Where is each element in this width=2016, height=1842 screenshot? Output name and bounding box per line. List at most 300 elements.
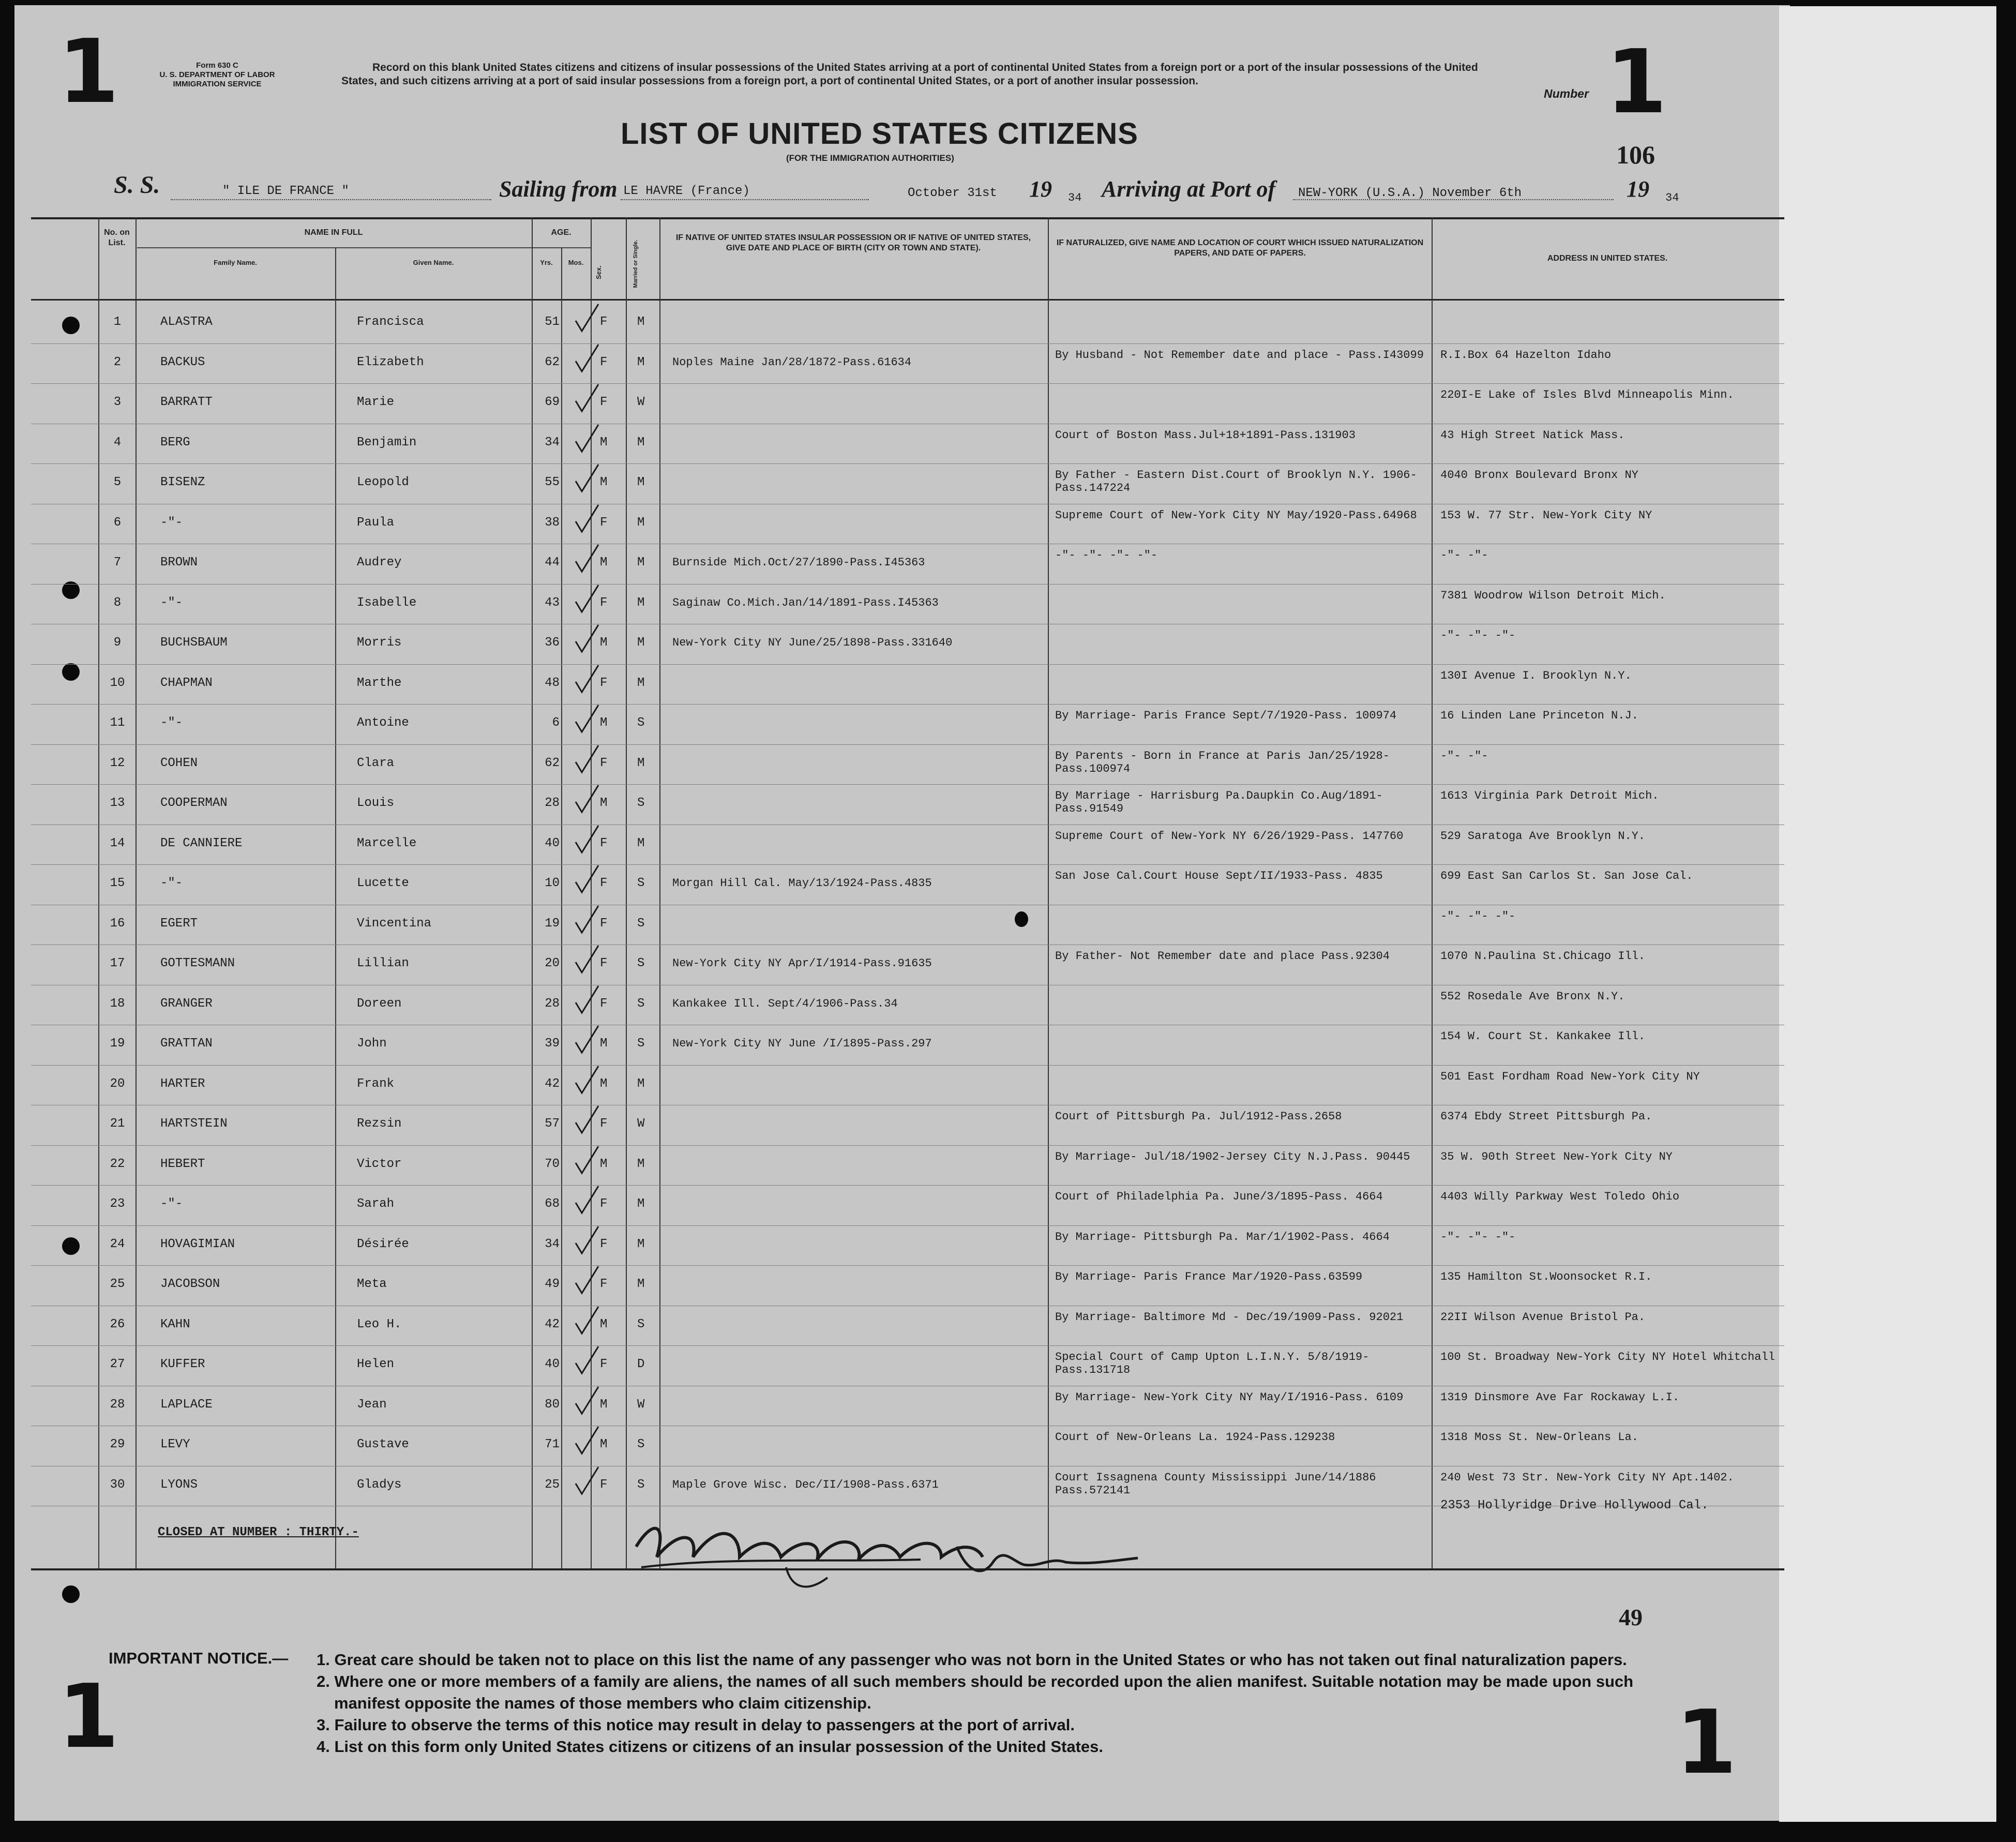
header-address: ADDRESS IN UNITED STATES. (1547, 254, 1668, 263)
table-top-rule (31, 217, 1784, 219)
sex: F (600, 1197, 608, 1211)
sex: M (600, 556, 608, 570)
marital-status: S (637, 997, 645, 1011)
ship-rule (171, 199, 491, 200)
family-name: -"- (160, 716, 183, 730)
header-naturalized: IF NATURALIZED, GIVE NAME AND LOCATION OF COURT WHICH ISSUED NATURALIZATION PAPERS, AND DATE OF PAPERS. (1056, 238, 1424, 258)
check-mark (571, 461, 603, 498)
sex: F (600, 876, 608, 890)
family-name: LEVY (160, 1437, 190, 1451)
page-title: LIST OF UNITED STATES CITIZENS (621, 117, 1138, 151)
naturalization-info: San Jose Cal.Court House Sept/II/1933-Pass. 4835 (1055, 870, 1383, 882)
row-number: 9 (113, 636, 122, 650)
birth-info: Saginaw Co.Mich.Jan/14/1891-Pass.I45363 (672, 596, 939, 609)
family-name: CHAPMAN (160, 676, 213, 690)
sex: F (600, 836, 608, 850)
row-rule (31, 343, 1784, 344)
check-mark (571, 662, 603, 698)
naturalization-info: By Marriage- Paris France Sept/7/1920-Pass. 100974 (1055, 709, 1397, 722)
header-no: No. on List. (104, 228, 130, 247)
sex: F (600, 756, 608, 770)
marital-status: M (637, 636, 645, 650)
address: 529 Saratoga Ave Brooklyn N.Y. (1440, 830, 1646, 843)
row-number: 25 (110, 1277, 125, 1291)
family-name: -"- (160, 516, 183, 530)
form-number: Form 630 C (196, 61, 238, 70)
given-name: Paula (357, 516, 395, 530)
given-name: Audrey (357, 556, 402, 570)
given-name: Vincentina (357, 917, 432, 931)
age-years: 68 (545, 1197, 560, 1211)
row-number: 13 (110, 796, 125, 810)
closing-line: CLOSED AT NUMBER : THIRTY.- (158, 1525, 359, 1539)
marital-status: M (637, 1237, 645, 1251)
age-years: 62 (545, 756, 560, 770)
given-name: Isabelle (357, 596, 417, 610)
family-name: GRATTAN (160, 1037, 213, 1051)
row-rule (31, 1065, 1784, 1066)
marital-status: S (637, 1037, 645, 1051)
given-name: Jean (357, 1398, 387, 1412)
marital-status: D (637, 1357, 645, 1371)
row-number: 18 (110, 997, 125, 1011)
family-name: BROWN (160, 556, 198, 570)
address: 16 Linden Lane Princeton N.J. (1440, 709, 1638, 722)
sex: F (600, 997, 608, 1011)
extra-address: 2353 Hollyridge Drive Hollywood Cal. (1440, 1499, 1709, 1512)
given-name: Victor (357, 1157, 402, 1171)
check-mark (571, 341, 603, 378)
address: 130I Avenue I. Brooklyn N.Y. (1440, 669, 1632, 682)
service-name: IMMIGRATION SERVICE (173, 80, 262, 88)
given-name: Désirée (357, 1237, 409, 1251)
address: -"- -"- (1440, 549, 1488, 562)
address: -"- -"- -"- (1440, 910, 1516, 923)
given-name: John (357, 1037, 387, 1051)
marital-status: S (637, 1437, 645, 1451)
department-name: U. S. DEPARTMENT OF LABOR (159, 70, 275, 79)
row-rule (31, 383, 1784, 384)
marital-status: M (637, 436, 645, 450)
punch-hole (62, 1237, 80, 1255)
family-name: HOVAGIMIAN (160, 1237, 235, 1251)
sex: F (600, 917, 608, 931)
age-years: 19 (545, 917, 560, 931)
col-divider (659, 217, 660, 1568)
row-number: 30 (110, 1478, 125, 1492)
header-yrs: Yrs. (540, 259, 553, 266)
table-header-rule (31, 299, 1784, 301)
age-years: 51 (545, 315, 560, 329)
birth-info: Morgan Hill Cal. May/13/1924-Pass.4835 (672, 877, 932, 890)
col-divider (335, 247, 336, 1568)
given-name: Francisca (357, 315, 424, 329)
marital-status: M (637, 676, 645, 690)
sailing-date: October 31st (908, 186, 997, 200)
naturalization-info: Court of Boston Mass.Jul+18+1891-Pass.131903 (1055, 429, 1356, 442)
sailing-from: LE HAVRE (France) (623, 184, 750, 198)
marital-status: S (637, 956, 645, 970)
row-number: 29 (110, 1437, 125, 1451)
age-years: 42 (545, 1317, 560, 1331)
age-years: 48 (545, 676, 560, 690)
naturalization-info: -"- -"- -"- -"- (1055, 549, 1158, 562)
row-number: 11 (110, 716, 125, 730)
given-name: Lucette (357, 876, 409, 890)
birth-info: Maple Grove Wisc. Dec/II/1908-Pass.6371 (672, 1478, 939, 1491)
age-years: 28 (545, 997, 560, 1011)
check-mark (571, 1424, 603, 1460)
age-years: 39 (545, 1037, 560, 1051)
col-divider (1432, 217, 1433, 1568)
col-divider (561, 247, 562, 1568)
arriving-port: NEW-YORK (U.S.A.) November 6th (1298, 186, 1522, 200)
address: 7381 Woodrow Wilson Detroit Mich. (1440, 589, 1666, 602)
arriving-year: 34 (1665, 191, 1679, 204)
age-years: 71 (545, 1437, 560, 1451)
check-mark (571, 542, 603, 578)
family-name: DE CANNIERE (160, 836, 243, 850)
family-name: COOPERMAN (160, 796, 228, 810)
given-name: Frank (357, 1077, 395, 1091)
sex: F (600, 395, 608, 409)
naturalization-info: Court of New-Orleans La. 1924-Pass.129238 (1055, 1431, 1335, 1444)
corner-number-bottom-left: 1 (58, 1666, 119, 1768)
marital-status: W (637, 1398, 645, 1412)
sex: F (600, 1357, 608, 1371)
naturalization-info: By Parents - Born in France at Paris Jan/25/1928- Pass.100974 (1055, 750, 1390, 775)
punch-hole (62, 663, 80, 681)
naturalization-info: By Father- Not Remember date and place Pass.92304 (1055, 950, 1390, 963)
given-name: Sarah (357, 1197, 395, 1211)
row-number: 27 (110, 1357, 125, 1371)
check-mark (571, 1464, 603, 1500)
age-years: 40 (545, 836, 560, 850)
check-mark (571, 622, 603, 658)
marital-status: M (637, 355, 645, 369)
family-name: LYONS (160, 1478, 198, 1492)
row-number: 12 (110, 756, 125, 770)
family-name: COHEN (160, 756, 198, 770)
sex: M (600, 1437, 608, 1451)
age-years: 80 (545, 1398, 560, 1412)
family-name: ALASTRA (160, 315, 213, 329)
given-name: Benjamin (357, 436, 417, 450)
address: 100 St. Broadway New-York City NY Hotel Whitchall (1440, 1351, 1775, 1364)
check-mark (571, 301, 603, 337)
age-years: 57 (545, 1117, 560, 1131)
given-name: Rezsin (357, 1117, 402, 1131)
naturalization-info: Court of Pittsburgh Pa. Jul/1912-Pass.2658 (1055, 1110, 1342, 1123)
row-number: 22 (110, 1157, 125, 1171)
header-family-name: Family Name. (214, 259, 257, 266)
row-number: 24 (110, 1237, 125, 1251)
adjacent-page-edge (1779, 6, 1996, 1822)
check-mark (571, 1384, 603, 1420)
birth-info: New-York City NY Apr/I/1914-Pass.91635 (672, 957, 932, 970)
family-name: BISENZ (160, 475, 205, 489)
marital-status: M (637, 1077, 645, 1091)
naturalization-info: By Marriage- New-York City NY May/I/1916-Pass. 6109 (1055, 1391, 1404, 1404)
row-number: 17 (110, 956, 125, 970)
marital-status: M (637, 1197, 645, 1211)
check-mark (571, 702, 603, 738)
punch-hole (62, 1585, 80, 1603)
row-rule (31, 664, 1784, 665)
row-number: 10 (110, 676, 125, 690)
row-number: 23 (110, 1197, 125, 1211)
marital-status: M (637, 836, 645, 850)
sailing-year-prefix: 19 (1029, 176, 1052, 202)
row-number: 4 (113, 436, 122, 450)
name-header-rule (137, 247, 535, 248)
marital-status: S (637, 1478, 645, 1492)
family-name: LAPLACE (160, 1398, 213, 1412)
naturalization-info: By Marriage- Pittsburgh Pa. Mar/1/1902-Pass. 4664 (1055, 1231, 1390, 1244)
check-mark (571, 381, 603, 417)
address: 43 High Street Natick Mass. (1440, 429, 1625, 442)
age-years: 62 (545, 355, 560, 369)
marital-status: M (637, 475, 645, 489)
address: R.I.Box 64 Hazelton Idaho (1440, 349, 1612, 362)
marital-status: W (637, 395, 645, 409)
arriving-year-prefix: 19 (1627, 176, 1649, 202)
sex: F (600, 1117, 608, 1131)
row-number: 16 (110, 917, 125, 931)
naturalization-info: Supreme Court of New-York City NY May/1920-Pass.64968 (1055, 509, 1417, 522)
given-name: Lillian (357, 956, 409, 970)
address: 699 East San Carlos St. San Jose Cal. (1440, 870, 1693, 882)
row-rule (31, 1265, 1784, 1266)
naturalization-info: By Father - Eastern Dist.Court of Brooklyn N.Y. 1906-Pass.147224 (1055, 469, 1417, 495)
age-years: 10 (545, 876, 560, 890)
sailing-label: Sailing from (499, 176, 618, 202)
row-rule (31, 704, 1784, 705)
ss-label: S. S. (114, 171, 160, 199)
marital-status: M (637, 556, 645, 570)
family-name: KUFFER (160, 1357, 205, 1371)
family-name: GOTTESMANN (160, 956, 235, 970)
notice-item-2: 2. Where one or more members of a family are aliens, the names of all such members should be recorded upon the alien manifest. Suitable notation may be made upon such (317, 1672, 1634, 1690)
check-mark (571, 1143, 603, 1179)
address: 153 W. 77 Str. New-York City NY (1440, 509, 1652, 522)
sex: F (600, 676, 608, 690)
address: 552 Rosedale Ave Bronx N.Y. (1440, 990, 1625, 1003)
address: -"- -"- -"- (1440, 1231, 1516, 1244)
sex: F (600, 1478, 608, 1492)
check-mark (571, 582, 603, 618)
check-mark (571, 1343, 603, 1380)
check-mark (571, 942, 603, 979)
page-subtitle: (FOR THE IMMIGRATION AUTHORITIES) (786, 153, 954, 163)
check-mark (571, 502, 603, 538)
address: 135 Hamilton St.Woonsocket R.I. (1440, 1270, 1652, 1283)
row-number: 8 (113, 596, 122, 610)
family-name: -"- (160, 876, 183, 890)
row-rule (31, 1145, 1784, 1146)
row-rule (31, 864, 1784, 865)
sex: M (600, 1317, 608, 1331)
family-name: GRANGER (160, 997, 213, 1011)
corner-number-top-right: 1 (1606, 31, 1667, 133)
check-mark (571, 903, 603, 939)
corner-number-bottom-right: 1 (1676, 1691, 1737, 1794)
marital-status: M (637, 1277, 645, 1291)
form-id-block (124, 61, 310, 89)
family-name: HEBERT (160, 1157, 205, 1171)
marital-status: M (637, 516, 645, 530)
marital-status: W (637, 1117, 645, 1131)
marital-status: M (637, 1157, 645, 1171)
address: 501 East Fordham Road New-York City NY (1440, 1070, 1700, 1083)
address: -"- -"- -"- (1440, 629, 1516, 642)
notice-item-1: 1. Great care should be taken not to place on this list the name of any passenger who was not born in the United States or who has not taken out final naturalization papers. (317, 1651, 1627, 1669)
given-name: Louis (357, 796, 395, 810)
page-number-top: 106 (1616, 140, 1655, 169)
age-years: 38 (545, 516, 560, 530)
row-number: 26 (110, 1317, 125, 1331)
age-years: 49 (545, 1277, 560, 1291)
arriving-label: Arriving at Port of (1102, 176, 1276, 202)
check-mark (571, 1223, 603, 1260)
notice-item-4: 4. List on this form only United States citizens or citizens of an insular possession of the United States. (317, 1738, 1103, 1756)
family-name: HARTER (160, 1077, 205, 1091)
age-years: 43 (545, 596, 560, 610)
family-name: HARTSTEIN (160, 1117, 228, 1131)
naturalization-info: By Marriage - Harrisburg Pa.Daupkin Co.Aug/1891-Pass.91549 (1055, 789, 1383, 815)
age-years: 40 (545, 1357, 560, 1371)
sailing-year: 34 (1068, 191, 1082, 204)
address: 1613 Virginia Park Detroit Mich. (1440, 789, 1659, 802)
check-mark (571, 422, 603, 458)
given-name: Morris (357, 636, 402, 650)
check-mark (571, 1063, 603, 1099)
ink-blot (1015, 911, 1028, 927)
row-number: 28 (110, 1398, 125, 1412)
header-age: AGE. (551, 228, 571, 237)
marital-status: M (637, 756, 645, 770)
check-mark (571, 1304, 603, 1340)
col-divider (626, 217, 627, 1568)
age-years: 6 (552, 716, 560, 730)
birth-info: Kankakee Ill. Sept/4/1906-Pass.34 (672, 997, 898, 1010)
naturalization-info: Court of Philadelphia Pa. June/3/1895-Pass. 4664 (1055, 1190, 1383, 1203)
address: 1319 Dinsmore Ave Far Rockaway L.I. (1440, 1391, 1680, 1404)
sex: F (600, 1237, 608, 1251)
form-instructions: Record on this blank United States citizens and citizens of insular possessions of the United States arriving at a port of continental United States from a foreign port or a port of the insular possessions of the United States, and such citizens arriving at a port of said insular possessions from a foreign port, a port of continental United States, or a port of another insular possession. (341, 62, 1478, 87)
age-years: 70 (545, 1157, 560, 1171)
col-divider (136, 217, 137, 1568)
naturalization-info: By Husband - Not Remember date and place - Pass.I43099 (1055, 349, 1424, 362)
given-name: Marthe (357, 676, 402, 690)
row-number: 19 (110, 1037, 125, 1051)
number-label: Number (1544, 87, 1589, 100)
row-number: 21 (110, 1117, 125, 1131)
header-mos: Mos. (568, 259, 584, 266)
birth-info: New-York City NY June/25/1898-Pass.331640 (672, 636, 953, 649)
age-years: 69 (545, 395, 560, 409)
notice-label: IMPORTANT NOTICE.— (109, 1649, 289, 1667)
address: 4403 Willy Parkway West Toledo Ohio (1440, 1190, 1680, 1203)
officer-signature (621, 1500, 1164, 1604)
col-divider (532, 217, 533, 1568)
marital-status: M (637, 315, 645, 329)
address: 35 W. 90th Street New-York City NY (1440, 1150, 1673, 1163)
naturalization-info: By Marriage- Jul/18/1902-Jersey City N.J.Pass. 90445 (1055, 1150, 1410, 1163)
family-name: BARRATT (160, 395, 213, 409)
given-name: Leopold (357, 475, 409, 489)
row-rule (31, 744, 1784, 745)
age-years: 55 (545, 475, 560, 489)
sex: F (600, 956, 608, 970)
sailing-rule (621, 199, 869, 200)
given-name: Marie (357, 395, 395, 409)
page-number-bottom: 49 (1619, 1604, 1643, 1630)
birth-info: New-York City NY June /I/1895-Pass.297 (672, 1037, 932, 1050)
given-name: Gladys (357, 1478, 402, 1492)
row-number: 14 (110, 836, 125, 850)
address: 4040 Bronx Boulevard Bronx NY (1440, 469, 1638, 482)
marital-status: S (637, 796, 645, 810)
age-years: 28 (545, 796, 560, 810)
check-mark (571, 862, 603, 898)
sex: F (600, 315, 608, 329)
check-mark (571, 1103, 603, 1139)
age-years: 36 (545, 636, 560, 650)
given-name: Elizabeth (357, 355, 424, 369)
check-mark (571, 983, 603, 1019)
age-years: 44 (545, 556, 560, 570)
age-years: 20 (545, 956, 560, 970)
punch-hole (62, 317, 80, 334)
ship-name: " ILE DE FRANCE " (222, 184, 349, 198)
sex: F (600, 355, 608, 369)
marital-status: S (637, 917, 645, 931)
address: 22II Wilson Avenue Bristol Pa. (1440, 1311, 1646, 1324)
given-name: Clara (357, 756, 395, 770)
naturalization-info: Supreme Court of New-York NY 6/26/1929-Pass. 147760 (1055, 830, 1404, 843)
given-name: Doreen (357, 997, 402, 1011)
col-divider (1048, 217, 1049, 1568)
naturalization-info: By Marriage- Baltimore Md - Dec/19/1909-Pass. 92021 (1055, 1311, 1404, 1324)
row-rule (31, 1225, 1784, 1226)
sex: M (600, 475, 608, 489)
age-years: 25 (545, 1478, 560, 1492)
header-given-name: Given Name. (413, 259, 454, 266)
row-number: 20 (110, 1077, 125, 1091)
given-name: Helen (357, 1357, 395, 1371)
check-mark (571, 822, 603, 859)
row-number: 15 (110, 876, 125, 890)
address: 1070 N.Paulina St.Chicago Ill. (1440, 950, 1646, 963)
given-name: Gustave (357, 1437, 409, 1451)
header-name-in-full: NAME IN FULL (304, 228, 363, 237)
given-name: Meta (357, 1277, 387, 1291)
given-name: Leo H. (357, 1317, 402, 1331)
row-rule (31, 584, 1784, 585)
check-mark (571, 782, 603, 818)
check-mark (571, 1183, 603, 1219)
header-native-birth: IF NATIVE OF UNITED STATES INSULAR POSSESSION OR IF NATIVE OF UNITED STATES, GIVE DATE AND PLACE OF BIRTH (CITY OR TOWN AND STATE). (675, 233, 1031, 252)
sex: F (600, 516, 608, 530)
notice-item-2-cont: manifest opposite the names of those members who claim citizenship. (334, 1694, 871, 1712)
row-rule (31, 1345, 1784, 1346)
check-mark (571, 1263, 603, 1299)
check-mark (571, 742, 603, 778)
address: 240 West 73 Str. New-York City NY Apt.1402. (1440, 1471, 1734, 1484)
given-name: Marcelle (357, 836, 417, 850)
header-sex: Sex. (595, 265, 603, 279)
